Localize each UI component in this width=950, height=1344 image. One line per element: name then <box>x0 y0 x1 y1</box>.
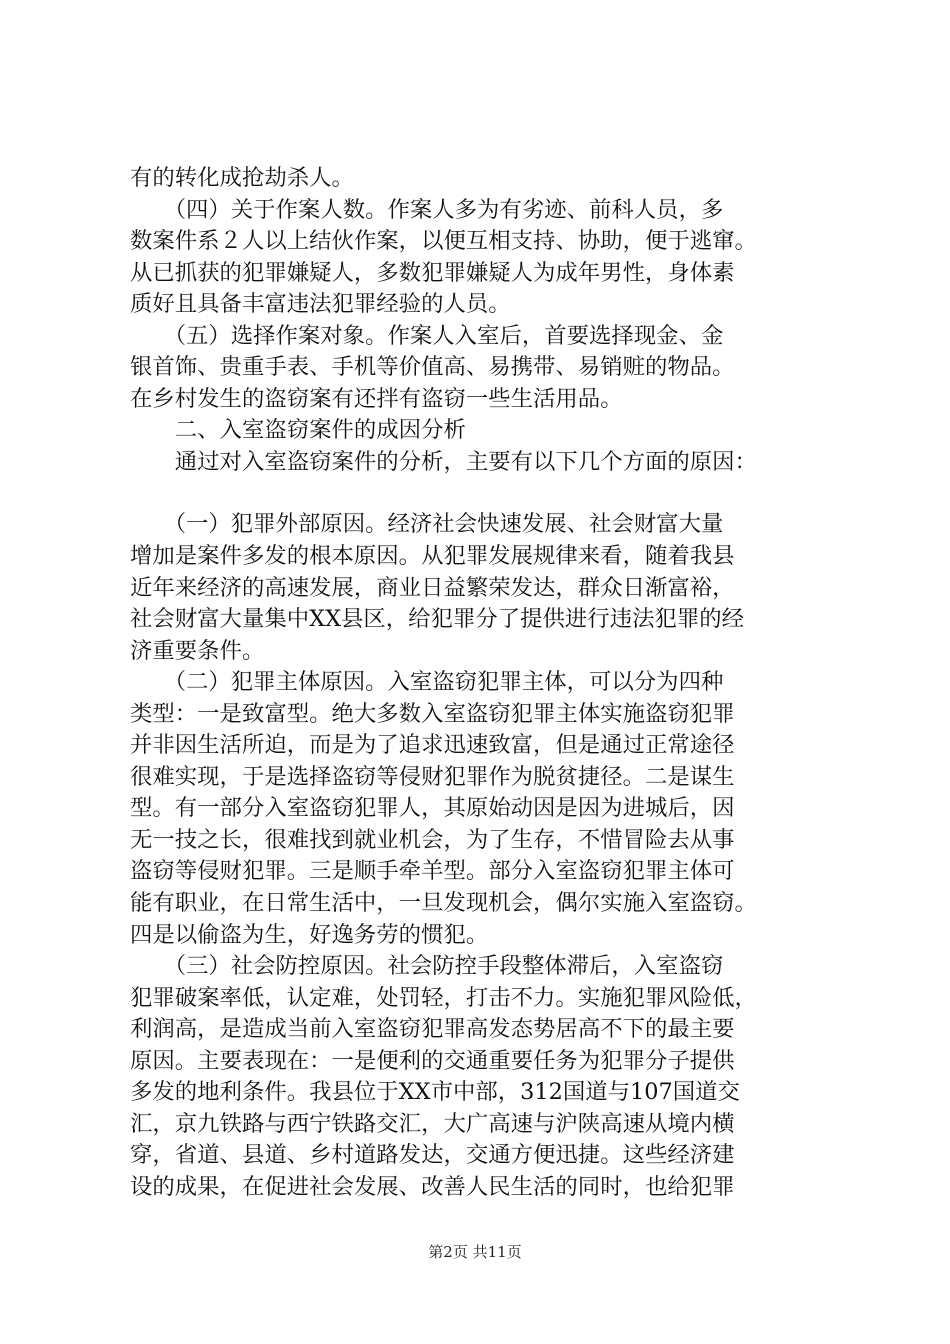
text-line: 类型：一是致富型。绝大多数入室盗窃犯罪主体实施盗窃犯罪 <box>130 700 735 727</box>
body-text <box>130 163 830 1204</box>
text-line: （五）选择作案对象。作案人入室后，首要选择现金、金 <box>130 322 724 349</box>
text-line: 增加是案件多发的根本原因。从犯罪发展规律来看，随着我县 <box>130 543 735 570</box>
text-line: 并非因生活所迫，而是为了追求迅速致富，但是通过正常途径 <box>130 732 735 759</box>
text-line: 犯罪破案率低，认定难，处罚轻，打击不力。实施犯罪风险低， <box>130 984 757 1011</box>
text-line: 通过对入室盗窃案件的分析，主要有以下几个方面的原因： <box>130 448 757 475</box>
text-line: 质好且具备丰富违法犯罪经验的人员。 <box>130 291 511 318</box>
text-line: 济重要条件。 <box>130 637 265 664</box>
paragraph-gap <box>130 478 830 509</box>
text-line: 很难实现，于是选择盗窃等侵财犯罪作为脱贫捷径。二是谋生 <box>130 763 735 790</box>
text-line: 四是以偷盗为生，好逸务劳的惯犯。 <box>130 921 489 948</box>
text-line: 型。有一部分入室盗窃犯罪人，其原始动因是因为进城后，因 <box>130 795 735 822</box>
text-line: 银首饰、贵重手表、手机等价值高、易携带、易销赃的物品。 <box>130 354 735 381</box>
text-line: 从已抓获的犯罪嫌疑人，多数犯罪嫌疑人为成年男性，身体素 <box>130 259 735 286</box>
text-line: 二、入室盗窃案件的成因分析 <box>130 417 466 444</box>
text-line: 穿，省道、县道、乡村道路发达，交通方便迅捷。这些经济建 <box>130 1142 735 1169</box>
text-line: （四）关于作案人数。作案人多为有劣迹、前科人员，多 <box>130 196 724 223</box>
text-line: （三）社会防控原因。社会防控手段整体滞后，入室盗窃 <box>130 953 724 980</box>
text-line: 近年来经济的高速发展，商业日益繁荣发达，群众日渐富裕， <box>130 574 735 601</box>
text-line: 无一技之长，很难找到就业机会，为了生存，不惜冒险去从事 <box>130 826 735 853</box>
text-line: 利润高，是造成当前入室盗窃犯罪高发态势居高不下的最主要 <box>130 1016 735 1043</box>
text-line: 在乡村发生的盗窃案有还拌有盗窃一些生活用品。 <box>130 385 623 412</box>
text-block-after-gap <box>130 509 830 1203</box>
text-line: 有的转化成抢劫杀人。 <box>130 165 354 191</box>
text-line: 社会财富大量集中XX县区，给犯罪分了提供进行违法犯罪的经 <box>130 606 745 633</box>
page-footer: 第2页 共11页 <box>428 1243 522 1261</box>
text-block-before-gap <box>130 163 830 478</box>
text-line: 数案件系２人以上结伙作案，以便互相支持、协助，便于逃窜。 <box>130 228 757 255</box>
text-line: （一）犯罪外部原因。经济社会快速发展、社会财富大量 <box>130 511 724 538</box>
text-line: （二）犯罪主体原因。入室盗窃犯罪主体，可以分为四种 <box>130 669 724 696</box>
text-line: 盗窃等侵财犯罪。三是顺手牵羊型。部分入室盗窃犯罪主体可 <box>130 858 735 885</box>
text-line: 汇，京九铁路与西宁铁路交汇，大广高速与沪陕高速从境内横 <box>130 1110 735 1137</box>
text-line: 能有职业，在日常生活中，一旦发现机会，偶尔实施入室盗窃。 <box>130 890 757 917</box>
text-line: 设的成果，在促进社会发展、改善人民生活的同时，也给犯罪 <box>130 1173 735 1200</box>
text-line: 多发的地利条件。我县位于XX市中部，312国道与107国道交 <box>130 1079 740 1106</box>
text-line: 原因。主要表现在：一是便利的交通重要任务为犯罪分子提供 <box>130 1047 735 1074</box>
